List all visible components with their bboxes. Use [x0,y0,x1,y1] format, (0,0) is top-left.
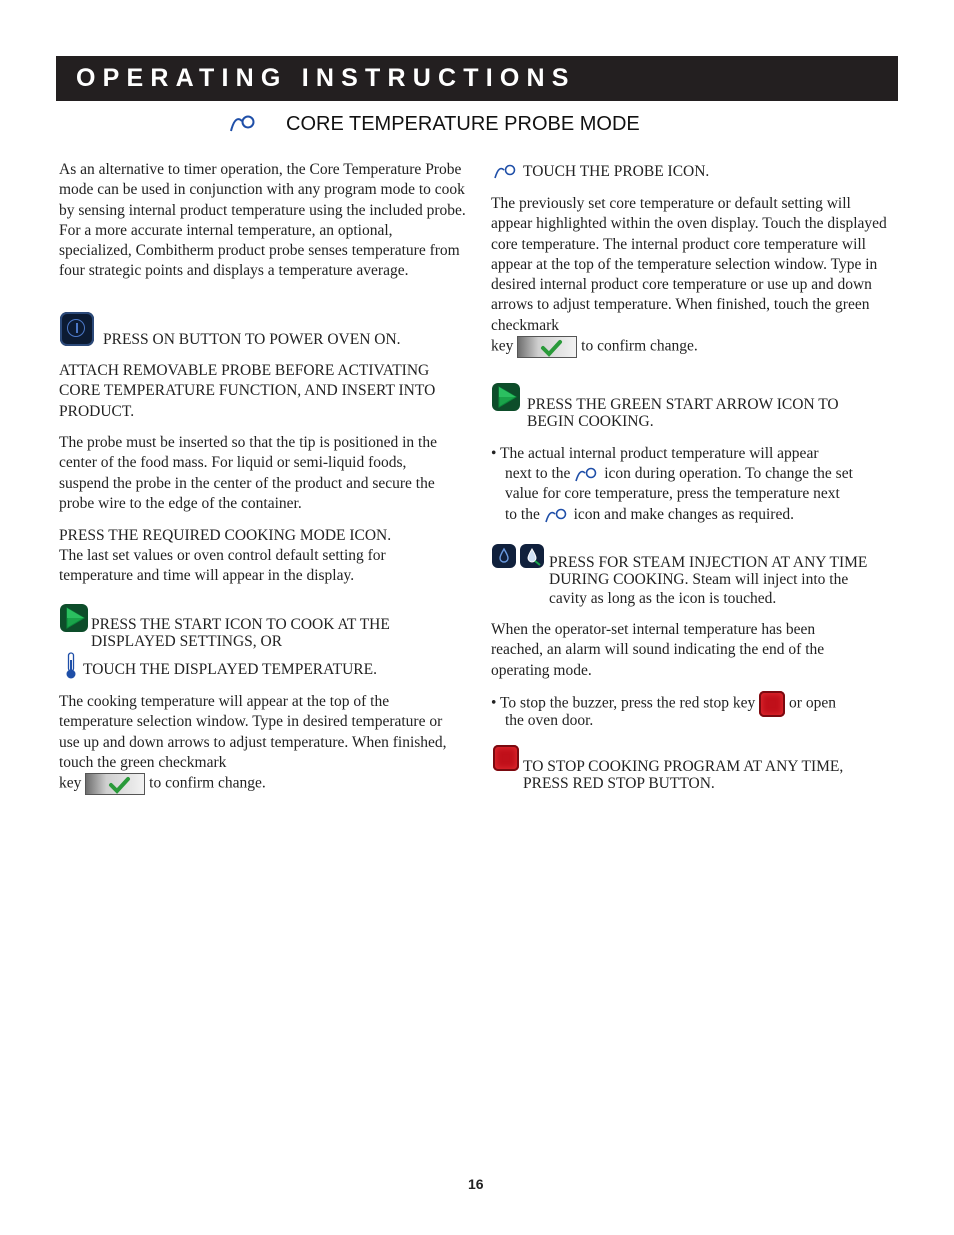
stop-step-line2: PRESS RED STOP BUTTON. [523,775,715,792]
temperature-paragraph: The cooking temperature will appear at the top of the temperature selection window. Type in desired temperature or use up and down arrows to adjust temperature. When finished, touch the green checkmark [59,693,447,771]
key-label: key [491,337,514,355]
alarm-paragraph: When the operator-set internal temperature has been reached, an alarm will sound indicating the end of the operating mode. [491,621,825,679]
bullet1-line4 [505,505,794,525]
intro-paragraph: As an alternative to timer operation, the Core Temperature Probe mode can be used in conjunction with any program mode to cook by sensing internal product temperature using the included probe. For a more accurate internal temperature, an optional, specialized, Combitherm product probe senses temperature from four strategic points and displays a temperature average. [59,161,466,280]
steam-drop-icon [492,544,516,568]
bullet1-text: icon and make changes as required. [573,506,794,523]
page-header-title: OPERATING INSTRUCTIONS [76,64,576,92]
start-step-line2: DISPLAYED SETTINGS, OR [91,633,283,650]
right-key-line [491,336,698,358]
header-bar [56,56,898,101]
stop-button-icon [493,745,519,771]
bullet2-line2: the oven door. [505,712,594,729]
steam-step-line2: DURING COOKING. Steam will inject into the [549,571,849,588]
bullet2-text: or open [789,694,836,712]
power-step: PRESS ON BUTTON TO POWER OVEN ON. [103,331,401,348]
bullet1-text: icon during operation. To change the set [604,465,853,482]
green-start-step-line1: PRESS THE GREEN START ARROW ICON TO [527,396,839,413]
stop-key-icon [759,691,785,717]
bullet1-line2 [505,464,853,484]
bullet1-text: to the [505,506,540,523]
key-confirm-text: to confirm change. [149,774,266,792]
start-arrow-icon [492,383,520,411]
probe-icon [574,465,600,483]
probe-icon [228,111,258,137]
green-start-step-line2: BEGIN COOKING. [527,413,654,430]
thermometer-icon [64,652,78,680]
mode-step: PRESS THE REQUIRED COOKING MODE ICON. [59,527,392,544]
core-temperature-paragraph: The previously set core temperature or default setting will appear highlighted within the oven display. Touch the displayed core temperature. The internal product core temperature will appear at the top of the temperature selection window. Type in desired internal product core temperature or use up and down arrows to adjust temperature. When finished, touch the green checkmark [491,195,887,334]
bullet1-line3: value for core temperature, press the temperature next [505,485,840,502]
steam-injection-icon [520,544,544,568]
probe-icon [544,506,570,524]
key-label: key [59,774,82,792]
touch-temperature-step: TOUCH THE DISPLAYED TEMPERATURE. [83,661,377,678]
stop-step-line1: TO STOP COOKING PROGRAM AT ANY TIME, [523,758,844,775]
touch-probe-step: TOUCH THE PROBE ICON. [523,163,710,180]
start-arrow-icon [60,604,88,632]
left-key-line [59,773,266,795]
probe-icon [493,162,519,180]
bullet2-text: • To stop the buzzer, press the red stop key [491,694,756,712]
green-checkmark-key [85,773,145,795]
bullet1-text: next to the [505,465,571,482]
bullet1-line1: • The actual internal product temperature will appear [491,445,819,462]
checkmark-icon [86,774,146,796]
attach-probe-step: ATTACH REMOVABLE PROBE BEFORE ACTIVATING CORE TEMPERATURE FUNCTION, AND INSERT INTO PRODUCT. [59,362,436,420]
checkmark-icon [518,337,578,359]
section-title: CORE TEMPERATURE PROBE MODE [286,113,640,135]
key-confirm-text: to confirm change. [581,337,698,355]
start-step-line1: PRESS THE START ICON TO COOK AT THE [91,616,390,633]
page-number: 16 [468,1176,484,1192]
green-checkmark-key [517,336,577,358]
steam-step-line3: cavity as long as the icon is touched. [549,590,777,607]
steam-step-line1: PRESS FOR STEAM INJECTION AT ANY TIME [549,554,868,571]
probe-paragraph: The probe must be inserted so that the tip is positioned in the center of the food mass. For liquid or semi-liquid foods, suspend the probe in the center of the product and secure the probe wire to the edge of the container. [59,434,437,512]
mode-paragraph: The last set values or oven control default setting for temperature and time will appear in the display. [59,547,386,585]
power-button-icon [60,312,94,346]
